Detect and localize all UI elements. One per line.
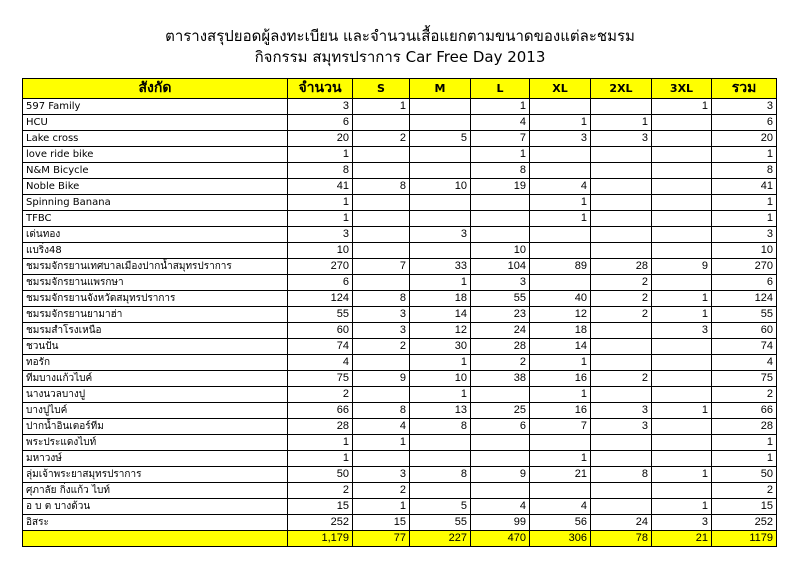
size-xl-cell: 1 [530, 451, 591, 467]
club-name-cell: ทีมบางแก้วไบค์ [23, 371, 288, 387]
count-cell: 1 [288, 435, 353, 451]
report-subtitle: กิจกรรม สมุทรปราการ Car Free Day 2013 [254, 48, 546, 66]
size-l-cell: 19 [471, 179, 530, 195]
size-3xl-cell [652, 147, 712, 163]
size-3xl-cell [652, 355, 712, 371]
size-l-cell: 55 [471, 291, 530, 307]
size-3xl-cell [652, 339, 712, 355]
size-2xl-cell [591, 435, 652, 451]
size-l-cell: 4 [471, 499, 530, 515]
count-cell: 75 [288, 371, 353, 387]
size-xl-cell: 21 [530, 467, 591, 483]
table-row [23, 131, 777, 147]
count-cell: 3 [288, 227, 353, 243]
table-row [23, 499, 777, 515]
size-l-cell: 38 [471, 371, 530, 387]
count-cell: 20 [288, 131, 353, 147]
count-cell: 8 [288, 163, 353, 179]
size-s-cell: 3 [353, 323, 410, 339]
size-2xl-cell: 8 [591, 467, 652, 483]
table-row [23, 179, 777, 195]
size-s-cell: 1 [353, 435, 410, 451]
total-size-xl-cell: 306 [530, 531, 591, 547]
size-m-cell: 30 [410, 339, 471, 355]
club-name-cell: อิสระ [23, 515, 288, 531]
size-3xl-cell [652, 419, 712, 435]
size-m-cell: 12 [410, 323, 471, 339]
table-footer [23, 531, 777, 547]
size-2xl-cell [591, 99, 652, 115]
count-cell: 1 [288, 195, 353, 211]
total-size-m-cell: 227 [410, 531, 471, 547]
size-3xl-cell [652, 371, 712, 387]
size-s-cell: 7 [353, 259, 410, 275]
size-m-cell [410, 451, 471, 467]
size-xl-cell: 4 [530, 179, 591, 195]
total-cell: 41 [712, 179, 777, 195]
size-m-cell: 1 [410, 355, 471, 371]
club-name-cell: ทอรัก [23, 355, 288, 371]
count-cell: 3 [288, 99, 353, 115]
size-xl-cell: 7 [530, 419, 591, 435]
total-size-l-cell: 470 [471, 531, 530, 547]
club-name-cell: love ride bike [23, 147, 288, 163]
size-l-cell: 1 [471, 99, 530, 115]
club-name-cell: อ บ ต บางด้วน [23, 499, 288, 515]
club-name-cell: ชมรมจักรยานแพรกษา [23, 275, 288, 291]
size-m-cell: 1 [410, 275, 471, 291]
table-row [23, 115, 777, 131]
size-l-cell [471, 195, 530, 211]
size-2xl-cell: 2 [591, 291, 652, 307]
size-3xl-cell: 1 [652, 307, 712, 323]
club-name-cell: เด่นทอง [23, 227, 288, 243]
size-m-cell [410, 195, 471, 211]
count-cell: 10 [288, 243, 353, 259]
size-2xl-cell [591, 211, 652, 227]
size-m-cell: 33 [410, 259, 471, 275]
header-total: รวม [712, 79, 777, 99]
size-m-cell [410, 163, 471, 179]
table-row [23, 435, 777, 451]
size-m-cell: 14 [410, 307, 471, 323]
size-3xl-cell [652, 387, 712, 403]
size-2xl-cell [591, 179, 652, 195]
count-cell: 55 [288, 307, 353, 323]
header-size-m: M [410, 79, 471, 99]
total-cell: 4 [712, 355, 777, 371]
total-cell: 1 [712, 435, 777, 451]
size-3xl-cell [652, 163, 712, 179]
size-s-cell [353, 195, 410, 211]
size-l-cell: 2 [471, 355, 530, 371]
size-3xl-cell: 1 [652, 99, 712, 115]
size-s-cell: 4 [353, 419, 410, 435]
size-l-cell [471, 387, 530, 403]
size-s-cell [353, 387, 410, 403]
table-row [23, 227, 777, 243]
size-xl-cell: 18 [530, 323, 591, 339]
size-l-cell [471, 435, 530, 451]
size-s-cell: 1 [353, 99, 410, 115]
size-l-cell [471, 211, 530, 227]
size-3xl-cell [652, 275, 712, 291]
club-name-cell: แบริ่ง48 [23, 243, 288, 259]
count-cell: 74 [288, 339, 353, 355]
size-3xl-cell: 1 [652, 403, 712, 419]
size-s-cell: 8 [353, 403, 410, 419]
size-2xl-cell [591, 227, 652, 243]
size-xl-cell: 1 [530, 355, 591, 371]
count-cell: 2 [288, 387, 353, 403]
size-xl-cell: 16 [530, 403, 591, 419]
table-row [23, 275, 777, 291]
count-cell: 4 [288, 355, 353, 371]
size-m-cell: 1 [410, 387, 471, 403]
size-xl-cell: 1 [530, 115, 591, 131]
size-2xl-cell [591, 147, 652, 163]
table-body [23, 99, 777, 531]
count-cell: 50 [288, 467, 353, 483]
club-name-cell: บางปูไบค์ [23, 403, 288, 419]
size-s-cell [353, 275, 410, 291]
total-cell: 6 [712, 275, 777, 291]
total-cell: 6 [712, 115, 777, 131]
header-size-s: S [353, 79, 410, 99]
size-3xl-cell [652, 483, 712, 499]
total-cell: 3 [712, 227, 777, 243]
size-2xl-cell [591, 195, 652, 211]
table-row [23, 323, 777, 339]
size-s-cell: 2 [353, 483, 410, 499]
size-2xl-cell [591, 451, 652, 467]
size-2xl-cell: 28 [591, 259, 652, 275]
club-name-cell: ศุภาลัย กิ่งแก้ว ไบท์ [23, 483, 288, 499]
size-s-cell [353, 243, 410, 259]
header-size-xl: XL [530, 79, 591, 99]
size-3xl-cell: 3 [652, 323, 712, 339]
size-3xl-cell [652, 115, 712, 131]
size-m-cell [410, 483, 471, 499]
count-cell: 2 [288, 483, 353, 499]
size-2xl-cell [591, 243, 652, 259]
total-cell: 55 [712, 307, 777, 323]
size-l-cell: 8 [471, 163, 530, 179]
size-xl-cell: 16 [530, 371, 591, 387]
club-name-cell: ลุ่มเจ้าพระยาสมุทรปราการ [23, 467, 288, 483]
size-l-cell [471, 451, 530, 467]
table-row [23, 451, 777, 467]
size-s-cell: 3 [353, 467, 410, 483]
count-cell: 270 [288, 259, 353, 275]
size-2xl-cell [591, 339, 652, 355]
total-cell: 1 [712, 451, 777, 467]
size-s-cell: 2 [353, 131, 410, 147]
size-m-cell: 8 [410, 467, 471, 483]
size-3xl-cell [652, 179, 712, 195]
count-cell: 124 [288, 291, 353, 307]
size-3xl-cell: 1 [652, 291, 712, 307]
table-row [23, 419, 777, 435]
total-cell: 8 [712, 163, 777, 179]
size-s-cell [353, 227, 410, 243]
size-s-cell [353, 451, 410, 467]
size-l-cell: 10 [471, 243, 530, 259]
size-m-cell: 18 [410, 291, 471, 307]
size-l-cell: 23 [471, 307, 530, 323]
size-s-cell: 15 [353, 515, 410, 531]
size-xl-cell [530, 243, 591, 259]
table-row [23, 163, 777, 179]
size-3xl-cell [652, 435, 712, 451]
size-2xl-cell: 3 [591, 131, 652, 147]
size-m-cell [410, 115, 471, 131]
size-2xl-cell [591, 163, 652, 179]
size-2xl-cell: 3 [591, 403, 652, 419]
size-s-cell: 2 [353, 339, 410, 355]
club-name-cell: TFBC [23, 211, 288, 227]
size-xl-cell: 1 [530, 195, 591, 211]
size-l-cell: 9 [471, 467, 530, 483]
report-title: ตารางสรุปยอดผู้ลงทะเบียน และจำนวนเสื้อแยกตามขนาดของแต่ละชมรม [165, 27, 635, 45]
total-cell: 50 [712, 467, 777, 483]
table-row [23, 467, 777, 483]
header-affiliation: สังกัด [23, 79, 288, 99]
header-size-l: L [471, 79, 530, 99]
size-2xl-cell: 2 [591, 371, 652, 387]
table-row [23, 259, 777, 275]
size-s-cell [353, 147, 410, 163]
header-size-3xl: 3XL [652, 79, 712, 99]
size-xl-cell: 3 [530, 131, 591, 147]
table-row [23, 403, 777, 419]
size-s-cell: 8 [353, 291, 410, 307]
size-s-cell: 8 [353, 179, 410, 195]
count-cell: 6 [288, 115, 353, 131]
size-2xl-cell [591, 323, 652, 339]
size-m-cell: 13 [410, 403, 471, 419]
total-cell: 124 [712, 291, 777, 307]
size-3xl-cell: 9 [652, 259, 712, 275]
registration-table [22, 78, 777, 547]
size-l-cell: 24 [471, 323, 530, 339]
size-s-cell [353, 163, 410, 179]
total-cell: 60 [712, 323, 777, 339]
size-3xl-cell: 3 [652, 515, 712, 531]
size-m-cell [410, 147, 471, 163]
size-xl-cell [530, 227, 591, 243]
total-total-cell: 1179 [712, 531, 777, 547]
total-cell: 252 [712, 515, 777, 531]
size-xl-cell: 14 [530, 339, 591, 355]
club-name-cell: ปากน้ำอินเตอร์ทีม [23, 419, 288, 435]
size-xl-cell: 12 [530, 307, 591, 323]
total-cell: 270 [712, 259, 777, 275]
size-3xl-cell [652, 211, 712, 227]
count-cell: 6 [288, 275, 353, 291]
club-name-cell: นางนวลบางปู [23, 387, 288, 403]
size-m-cell: 5 [410, 499, 471, 515]
table-row [23, 291, 777, 307]
count-cell: 1 [288, 147, 353, 163]
table-row [23, 211, 777, 227]
size-l-cell: 28 [471, 339, 530, 355]
size-xl-cell: 56 [530, 515, 591, 531]
size-l-cell [471, 483, 530, 499]
size-m-cell [410, 435, 471, 451]
total-cell: 28 [712, 419, 777, 435]
count-cell: 60 [288, 323, 353, 339]
size-2xl-cell [591, 387, 652, 403]
size-s-cell [353, 211, 410, 227]
club-name-cell: Spinning Banana [23, 195, 288, 211]
table-row [23, 99, 777, 115]
size-3xl-cell [652, 227, 712, 243]
size-l-cell: 7 [471, 131, 530, 147]
size-xl-cell [530, 275, 591, 291]
size-2xl-cell: 24 [591, 515, 652, 531]
size-3xl-cell [652, 195, 712, 211]
size-2xl-cell: 2 [591, 307, 652, 323]
header-size-2xl: 2XL [591, 79, 652, 99]
size-2xl-cell [591, 483, 652, 499]
size-2xl-cell [591, 499, 652, 515]
size-3xl-cell [652, 451, 712, 467]
size-l-cell: 3 [471, 275, 530, 291]
size-m-cell: 8 [410, 419, 471, 435]
club-name-cell: 597 Family [23, 99, 288, 115]
count-cell: 66 [288, 403, 353, 419]
size-3xl-cell: 1 [652, 499, 712, 515]
total-cell: 2 [712, 483, 777, 499]
size-xl-cell: 89 [530, 259, 591, 275]
club-name-cell: ชมรมจักรยานยามาฮ่า [23, 307, 288, 323]
size-2xl-cell: 2 [591, 275, 652, 291]
table-row [23, 195, 777, 211]
size-l-cell [471, 227, 530, 243]
size-l-cell: 104 [471, 259, 530, 275]
table-row [23, 147, 777, 163]
header-count: จำนวน [288, 79, 353, 99]
size-l-cell: 25 [471, 403, 530, 419]
size-m-cell [410, 99, 471, 115]
count-cell: 1 [288, 211, 353, 227]
size-xl-cell [530, 483, 591, 499]
total-cell: 15 [712, 499, 777, 515]
size-xl-cell: 1 [530, 211, 591, 227]
club-name-cell: ชมรมจักรยานจังหวัดสมุทรปราการ [23, 291, 288, 307]
table-row [23, 307, 777, 323]
size-m-cell: 55 [410, 515, 471, 531]
club-name-cell: Lake cross [23, 131, 288, 147]
count-cell: 15 [288, 499, 353, 515]
size-l-cell: 6 [471, 419, 530, 435]
count-cell: 41 [288, 179, 353, 195]
size-xl-cell: 1 [530, 387, 591, 403]
size-m-cell [410, 243, 471, 259]
count-cell: 252 [288, 515, 353, 531]
total-row [23, 531, 777, 547]
total-cell: 1 [712, 211, 777, 227]
total-cell: 20 [712, 131, 777, 147]
size-xl-cell [530, 163, 591, 179]
size-2xl-cell [591, 355, 652, 371]
size-m-cell: 5 [410, 131, 471, 147]
club-name-cell: N&M Bicycle [23, 163, 288, 179]
size-3xl-cell [652, 243, 712, 259]
size-s-cell: 3 [353, 307, 410, 323]
table-row [23, 355, 777, 371]
table-header [23, 79, 777, 99]
total-cell: 75 [712, 371, 777, 387]
count-cell: 28 [288, 419, 353, 435]
size-l-cell: 1 [471, 147, 530, 163]
total-size-2xl-cell: 78 [591, 531, 652, 547]
total-label-cell [23, 531, 288, 547]
size-s-cell: 9 [353, 371, 410, 387]
total-cell: 1 [712, 195, 777, 211]
club-name-cell: ชมรมสำโรงเหนือ [23, 323, 288, 339]
size-xl-cell: 4 [530, 499, 591, 515]
total-size-s-cell: 77 [353, 531, 410, 547]
size-m-cell: 3 [410, 227, 471, 243]
total-cell: 2 [712, 387, 777, 403]
size-xl-cell [530, 99, 591, 115]
size-s-cell: 1 [353, 499, 410, 515]
size-3xl-cell: 1 [652, 467, 712, 483]
size-xl-cell: 40 [530, 291, 591, 307]
table-row [23, 243, 777, 259]
size-s-cell [353, 355, 410, 371]
count-cell: 1 [288, 451, 353, 467]
table-row [23, 371, 777, 387]
size-m-cell: 10 [410, 371, 471, 387]
club-name-cell: ชมรมจักรยานเทศบาลเมืองปากน้ำสมุทรปราการ [23, 259, 288, 275]
club-name-cell: Noble Bike [23, 179, 288, 195]
club-name-cell: มหาวงษ์ [23, 451, 288, 467]
size-2xl-cell: 3 [591, 419, 652, 435]
size-xl-cell [530, 435, 591, 451]
total-cell: 3 [712, 99, 777, 115]
size-3xl-cell [652, 131, 712, 147]
size-2xl-cell: 1 [591, 115, 652, 131]
total-cell: 1 [712, 147, 777, 163]
size-m-cell: 10 [410, 179, 471, 195]
table-row [23, 339, 777, 355]
total-cell: 66 [712, 403, 777, 419]
table-row [23, 515, 777, 531]
table-row [23, 387, 777, 403]
club-name-cell: ชวนปั่น [23, 339, 288, 355]
size-l-cell: 4 [471, 115, 530, 131]
size-l-cell: 99 [471, 515, 530, 531]
size-m-cell [410, 211, 471, 227]
size-xl-cell [530, 147, 591, 163]
table-row [23, 483, 777, 499]
total-cell: 10 [712, 243, 777, 259]
size-s-cell [353, 115, 410, 131]
club-name-cell: HCU [23, 115, 288, 131]
total-count-cell: 1,179 [288, 531, 353, 547]
total-cell: 74 [712, 339, 777, 355]
club-name-cell: พระประแดงไบท์ [23, 435, 288, 451]
total-size-3xl-cell: 21 [652, 531, 712, 547]
